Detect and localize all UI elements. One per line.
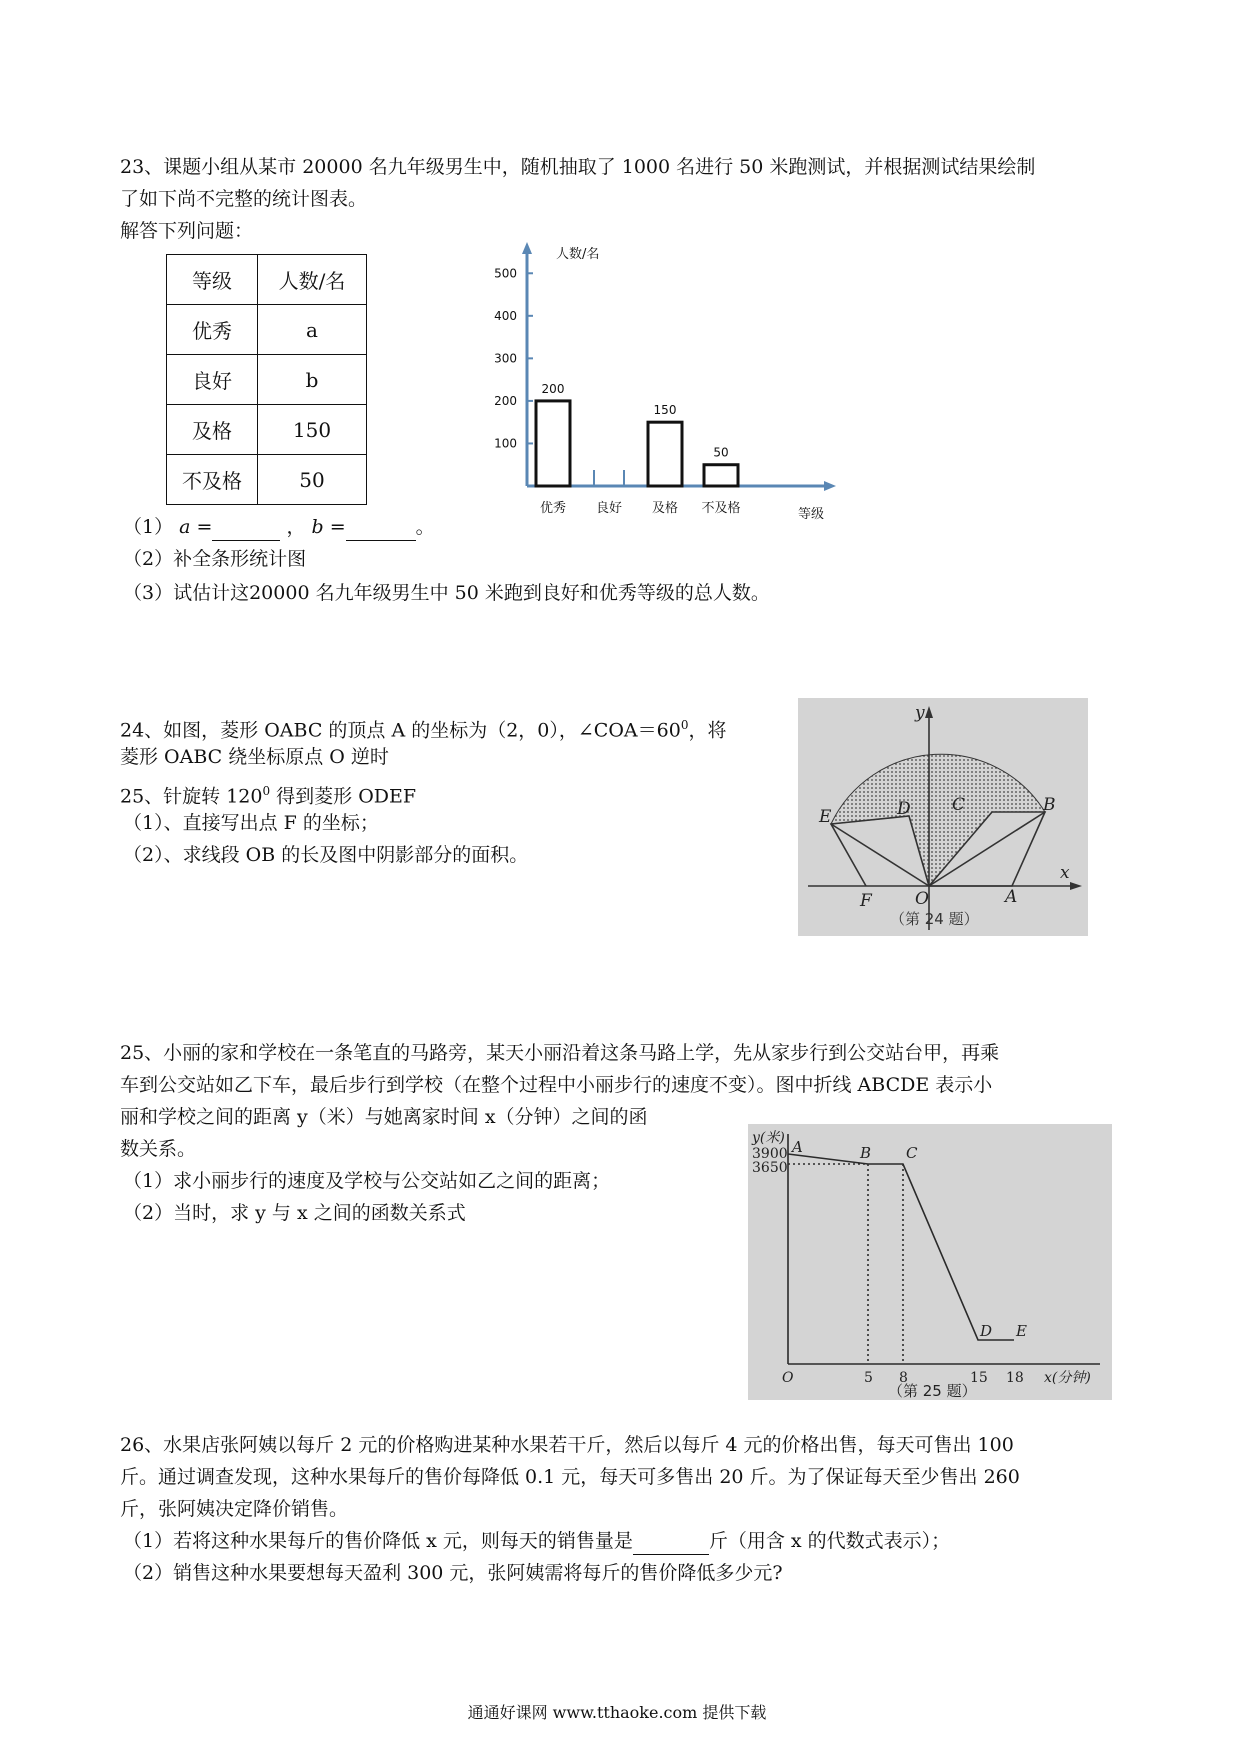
point-label-E: E bbox=[819, 807, 832, 827]
q23-part-1: （1） a = ， b = 。 bbox=[123, 514, 435, 541]
table-row bbox=[167, 355, 367, 405]
bar-data-label: 50 bbox=[713, 445, 729, 460]
answer-blank-a[interactable] bbox=[212, 514, 280, 541]
figure-caption-25: （第 25 题） bbox=[888, 1382, 977, 1400]
q26-line-1: 26、水果店张阿姨以每斤 2 元的价格购进某种水果若干斤，然后以每斤 4 元的价格出售，每天可售出 100 bbox=[120, 1434, 1014, 1456]
point-label-C: C bbox=[952, 795, 966, 815]
table-header-row bbox=[167, 255, 367, 305]
table-cell: b bbox=[258, 355, 367, 405]
point-label-O: O bbox=[915, 889, 929, 909]
rhombus-diagram bbox=[798, 698, 1088, 936]
point-label-B: B bbox=[1043, 795, 1056, 815]
y-axis-label: 人数/名 bbox=[556, 247, 600, 262]
q25-line-1: 25、小丽的家和学校在一条笔直的马路旁，某天小丽沿着这条马路上学，先从家步行到公交站台甲，再乘 bbox=[120, 1042, 1000, 1064]
graph-x-label: x(分钟) bbox=[1044, 1370, 1091, 1386]
point-label-F: F bbox=[860, 891, 872, 911]
q23-line-2: 了如下尚不完整的统计图表。 bbox=[120, 188, 368, 210]
x-axis-arrow bbox=[824, 481, 836, 491]
graph-point-E: E bbox=[1016, 1322, 1027, 1340]
axis-label-y: y bbox=[915, 703, 925, 723]
q24-part-1: （1）、直接写出点 F 的坐标； bbox=[123, 812, 379, 834]
table-cell: 150 bbox=[258, 405, 367, 455]
answer-blank-b[interactable] bbox=[346, 514, 416, 541]
y-tick-label: 500 bbox=[494, 266, 517, 281]
answer-blank-sales[interactable] bbox=[633, 1528, 709, 1555]
category-label: 及格 bbox=[651, 501, 679, 516]
q25-part-1: （1）求小丽步行的速度及学校与公交站如乙之间的距离； bbox=[123, 1170, 611, 1192]
bar bbox=[704, 465, 738, 486]
q26-line-2: 斤。通过调查发现，这种水果每斤的售价每降低 0.1 元，每天可多售出 20 斤。为了保证每天至少售出 260 bbox=[120, 1466, 1020, 1488]
grade-table bbox=[166, 254, 367, 505]
q24-line-2: 菱形 OABC 绕坐标原点 O 逆时 bbox=[120, 746, 389, 768]
y-tick-label: 300 bbox=[494, 351, 517, 366]
table-cell: 良好 bbox=[167, 355, 258, 405]
category-label: 优秀 bbox=[539, 501, 567, 516]
table-row bbox=[167, 455, 367, 505]
y-tick-label: 200 bbox=[494, 393, 517, 408]
q23-line-3: 解答下列问题： bbox=[120, 220, 254, 242]
table-cell: 及格 bbox=[167, 405, 258, 455]
q26-part-2: （2）销售这种水果要想每天盈利 300 元，张阿姨需将每斤的售价降低多少元? bbox=[123, 1562, 783, 1584]
y-tick-label: 400 bbox=[494, 308, 517, 323]
table-row bbox=[167, 305, 367, 355]
y-tick-label: 100 bbox=[494, 436, 517, 451]
distance-graph bbox=[748, 1124, 1112, 1400]
q23-line-1: 23、课题小组从某市 20000 名九年级男生中，随机抽取了 1000 名进行 50 米跑测试，并根据测试结果绘制 bbox=[120, 156, 1036, 178]
page-footer: 通通好课网 www.tthaoke.com 提供下载 bbox=[467, 1703, 767, 1722]
graph-point-A: A bbox=[792, 1138, 803, 1156]
q25-line-3: 丽和学校之间的距离 y（米）与她离家时间 x（分钟）之间的函 bbox=[120, 1106, 648, 1128]
bar-chart bbox=[480, 236, 840, 526]
q25-part-2: （2）当时，求 y 与 x 之间的函数关系式 bbox=[123, 1202, 466, 1224]
q26-line-3: 斤，张阿姨决定降价销售。 bbox=[120, 1498, 349, 1520]
graph-x-tick: 18 bbox=[1006, 1370, 1024, 1386]
bar-data-label: 150 bbox=[653, 403, 677, 418]
graph-x-tick: 8 bbox=[899, 1370, 908, 1386]
graph-x-tick: O bbox=[782, 1370, 794, 1386]
q23-part-2: （2）补全条形统计图 bbox=[123, 548, 307, 570]
x-axis-label: 等级 bbox=[798, 507, 825, 522]
table-header-cell: 人数/名 bbox=[258, 255, 367, 305]
distance-graph-figure bbox=[748, 1124, 1112, 1400]
table-cell: 优秀 bbox=[167, 305, 258, 355]
table-cell: 不及格 bbox=[167, 455, 258, 505]
table-row bbox=[167, 405, 367, 455]
graph-y-tick: 3650 bbox=[752, 1160, 788, 1176]
bar bbox=[648, 422, 682, 486]
q25-line-2: 车到公交站如乙下车，最后步行到学校（在整个过程中小丽步行的速度不变）。图中折线 ABCDE 表示小 bbox=[120, 1074, 993, 1096]
figure-caption-24: （第 24 题） bbox=[890, 910, 979, 928]
graph-x-tick: 5 bbox=[864, 1370, 873, 1386]
graph-point-C: C bbox=[906, 1144, 918, 1162]
bar bbox=[536, 401, 570, 486]
table-cell: 50 bbox=[258, 455, 367, 505]
rhombus-figure bbox=[798, 698, 1088, 936]
q24-line-3: 25、针旋转 $120^0$ 得到菱形 ODEF bbox=[120, 784, 417, 808]
category-label: 不及格 bbox=[701, 501, 741, 516]
table-header-cell: 等级 bbox=[167, 255, 258, 305]
q24-part-2: （2）、求线段 OB 的长及图中阴影部分的面积。 bbox=[123, 844, 529, 866]
y-axis-arrow bbox=[522, 242, 532, 254]
point-label-D: D bbox=[897, 799, 911, 819]
graph-y-tick: 3900 bbox=[752, 1146, 788, 1162]
category-label: 良好 bbox=[595, 501, 623, 516]
axis-label-x: x bbox=[1060, 863, 1070, 883]
bar-data-label: 200 bbox=[541, 381, 565, 396]
q24-line-1: 24、如图，菱形 OABC 的顶点 A 的坐标为（2，0），$\angle COA=60^0$，将 bbox=[120, 718, 727, 742]
table-cell: a bbox=[258, 305, 367, 355]
q23-part-3: （3）试估计这20000 名九年级男生中 50 米跑到良好和优秀等级的总人数。 bbox=[123, 582, 770, 604]
graph-point-D: D bbox=[980, 1322, 993, 1340]
graph-point-B: B bbox=[860, 1144, 872, 1162]
point-label-A: A bbox=[1005, 887, 1018, 907]
graph-x-tick: 15 bbox=[970, 1370, 988, 1386]
q25-line-4: 数关系。 bbox=[120, 1138, 197, 1160]
graph-y-label: y(米) bbox=[752, 1130, 785, 1146]
q26-part-1: （1）若将这种水果每斤的售价降低 x 元，则每天的销售量是 斤（用含 x 的代数式表示）； bbox=[123, 1528, 950, 1555]
